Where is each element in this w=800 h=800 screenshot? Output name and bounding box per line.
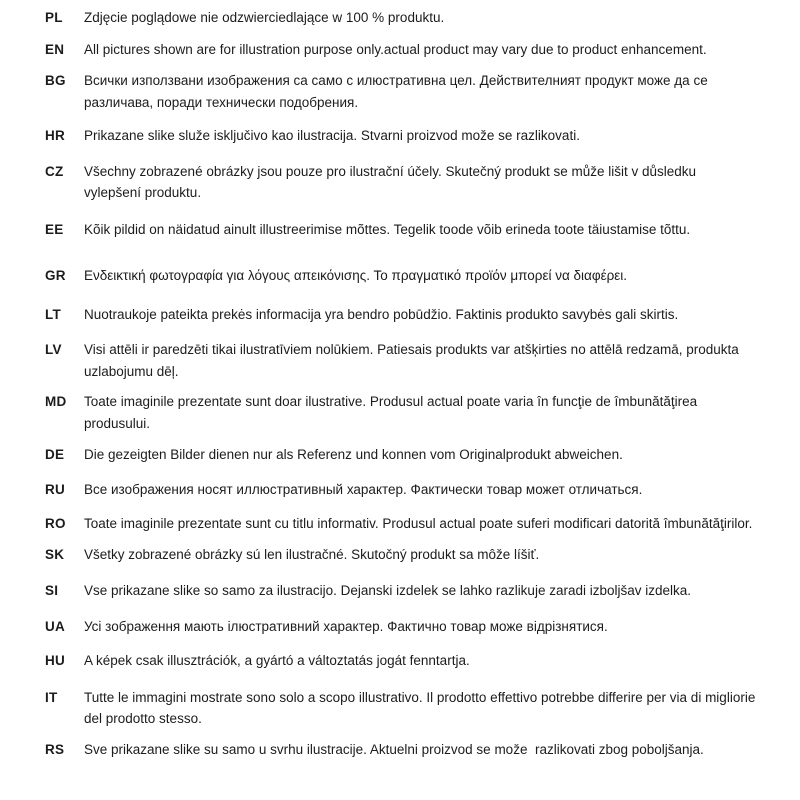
language-code: RU [45, 481, 65, 497]
disclaimer-text: Все изображения носят иллюстративный характер. Фактически товар может отличаться. [84, 481, 643, 497]
disclaimer-text: All pictures shown are for illustration purpose only.actual product may vary due to product enhancement. [84, 41, 707, 57]
disclaimer-text: Kõik pildid on näidatud ainult illustreerimise mõttes. Tegelik toode võib erineda toote täiustamise tõttu. [84, 221, 691, 237]
disclaimer-row [45, 7, 756, 29]
disclaimer-text: Усі зображення мають ілюстративний характер. Фактично товар може відрізнятися. [84, 618, 608, 634]
disclaimer-text: Vse prikazane slike so samo za ilustracijo. Dejanski izdelek se lahko razlikuje zaradi izboljšav izdelka. [84, 583, 692, 598]
language-code: UA [45, 618, 65, 634]
disclaimer-row [45, 304, 756, 326]
disclaimer-row [45, 650, 756, 672]
language-code: HU [45, 653, 65, 668]
disclaimer-row [45, 616, 756, 638]
disclaimer-row [45, 39, 756, 61]
disclaimer-row [45, 391, 756, 434]
disclaimer-text: Ενδεικτική φωτογραφία για λόγους απεικόνισης. Το πραγματικό προϊόν μπορεί να διαφέρει. [84, 268, 628, 283]
language-code: EE [45, 221, 64, 237]
disclaimer-row [45, 125, 756, 147]
disclaimer-row [45, 739, 756, 761]
disclaimer-text: Nuotraukoje pateikta prekės informacija yra bendro pobūdžio. Faktinis produkto savybės gali skirtis. [84, 306, 679, 322]
language-code: SI [45, 583, 59, 598]
language-code: RS [45, 741, 65, 757]
disclaimer-row [45, 444, 756, 466]
disclaimer-row [45, 544, 756, 566]
disclaimer-row [45, 219, 756, 241]
disclaimer-text: Sve prikazane slike su samo u svrhu ilustracije. Aktuelni proizvod se može razlikovati zbog poboljšanja. [84, 741, 704, 757]
disclaimer-text: Tutte le immagini mostrate sono solo a scopo illustrativo. Il prodotto effettivo potrebbe differire per via di migliorie del prodotto stesso. [84, 689, 760, 726]
language-code: SK [45, 546, 65, 562]
language-code: RO [45, 516, 66, 531]
disclaimer-text: Toate imaginile prezentate sunt doar ilustrative. Produsul actual poate varia în funcţie de îmbunătăţirea produsului. [84, 394, 701, 431]
disclaimer-row [45, 479, 756, 501]
language-code: EN [45, 41, 65, 57]
disclaimer-row [45, 687, 760, 730]
language-code: LT [45, 306, 61, 322]
language-code: HR [45, 128, 65, 143]
language-code: PL [45, 10, 63, 25]
disclaimer-text: Всички използвани изображения са само с илюстративна цел. Действителният продукт може да се различава, поради технически подобрения. [84, 73, 712, 110]
disclaimer-text: Prikazane slike služe isključivo kao ilustracija. Stvarni proizvod može se razlikovati. [84, 128, 580, 143]
language-code: MD [45, 394, 67, 409]
language-code: LV [45, 342, 62, 357]
disclaimer-text: Toate imaginile prezentate sunt cu titlu informativ. Produsul actual poate suferi modificari datorită îmbunătăţirilor. [84, 516, 753, 531]
language-code: IT [45, 689, 58, 705]
disclaimer-row [45, 265, 756, 287]
disclaimer-text: Die gezeigten Bilder dienen nur als Referenz und konnen vom Originalprodukt abweichen. [84, 447, 623, 462]
disclaimer-text: Všetky zobrazené obrázky sú len ilustračné. Skutočný produkt sa môže líšiť. [84, 546, 540, 562]
language-code: CZ [45, 163, 64, 179]
disclaimer-row [45, 161, 756, 204]
disclaimer-text: Zdjęcie poglądowe nie odzwierciedlające w 100 % produktu. [84, 10, 445, 25]
disclaimer-text: Visi attēli ir paredzēti tikai ilustratīviem nolūkiem. Patiesais produkts var atšķirties no attēlā redzamā, produkta uzlabojumu dēļ. [84, 342, 743, 379]
language-code: DE [45, 447, 65, 462]
language-code: GR [45, 268, 66, 283]
disclaimer-row [45, 580, 756, 602]
disclaimer-text: Všechny zobrazené obrázky jsou pouze pro ilustrační účely. Skutečný produkt se může lišit v důsledku vylepšení produktu. [84, 163, 700, 200]
disclaimer-row [45, 339, 756, 382]
disclaimer-list [45, 7, 760, 760]
language-code: BG [45, 73, 66, 88]
disclaimer-text: A képek csak illusztrációk, a gyártó a változtatás jogát fenntartja. [84, 653, 470, 668]
disclaimer-row [45, 70, 756, 113]
disclaimer-row [45, 513, 756, 535]
